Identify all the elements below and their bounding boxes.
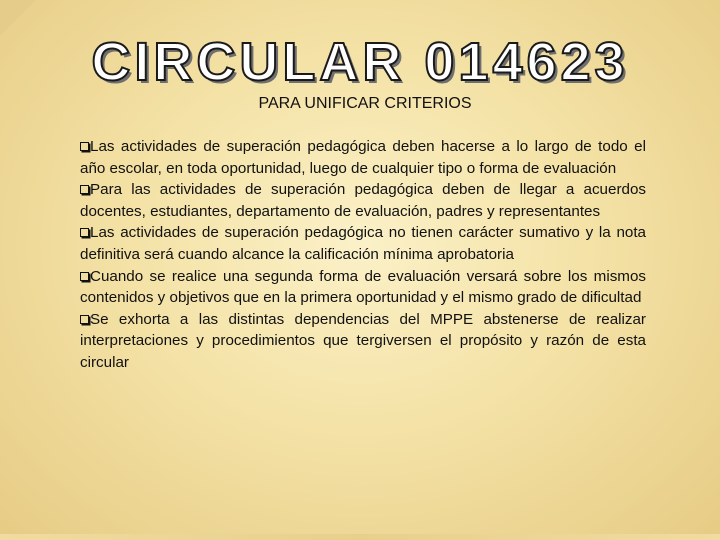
bullet-item <box>80 136 646 179</box>
bullet-item <box>80 309 646 374</box>
bullet-item <box>80 266 646 309</box>
slide-subtitle: PARA UNIFICAR CRITERIOS <box>258 95 472 112</box>
square-bullet-icon <box>80 272 89 281</box>
square-bullet-icon <box>80 228 89 237</box>
square-bullet-icon <box>80 315 89 324</box>
square-bullet-icon <box>80 185 89 194</box>
square-bullet-icon <box>80 142 89 151</box>
bullet-text: Las actividades de superación pedagógica no tienen carácter sumativo y la nota definitiva será cuando alcance la calificación mínima aprobatoria <box>80 224 646 263</box>
bullet-list <box>80 136 646 374</box>
bullet-text: Las actividades de superación pedagógica deben hacerse a lo largo de todo el año escolar, en toda oportunidad, luego de cualquier tipo o forma de evaluación <box>80 138 646 177</box>
bullet-text: Cuando se realice una segunda forma de evaluación versará sobre los mismos contenidos y objetivos que en la primera oportunidad y el mismo grado de dificultad <box>80 267 646 307</box>
slide-title: CIRCULAR 014623 <box>91 32 629 92</box>
bullet-item <box>80 222 646 265</box>
bullet-text: Se exhorta a las distintas dependencias del MPPE abstenerse de realizar interpretaciones y procedimientos que tergiversen el propósito y razón de esta circular <box>80 310 646 371</box>
bottom-decoration <box>0 534 720 540</box>
bullet-item <box>80 179 646 222</box>
bullet-text: Para las actividades de superación pedagógica deben de llegar a acuerdos docentes, estudiantes, departamento de evaluación, padres y representantes <box>80 181 646 220</box>
